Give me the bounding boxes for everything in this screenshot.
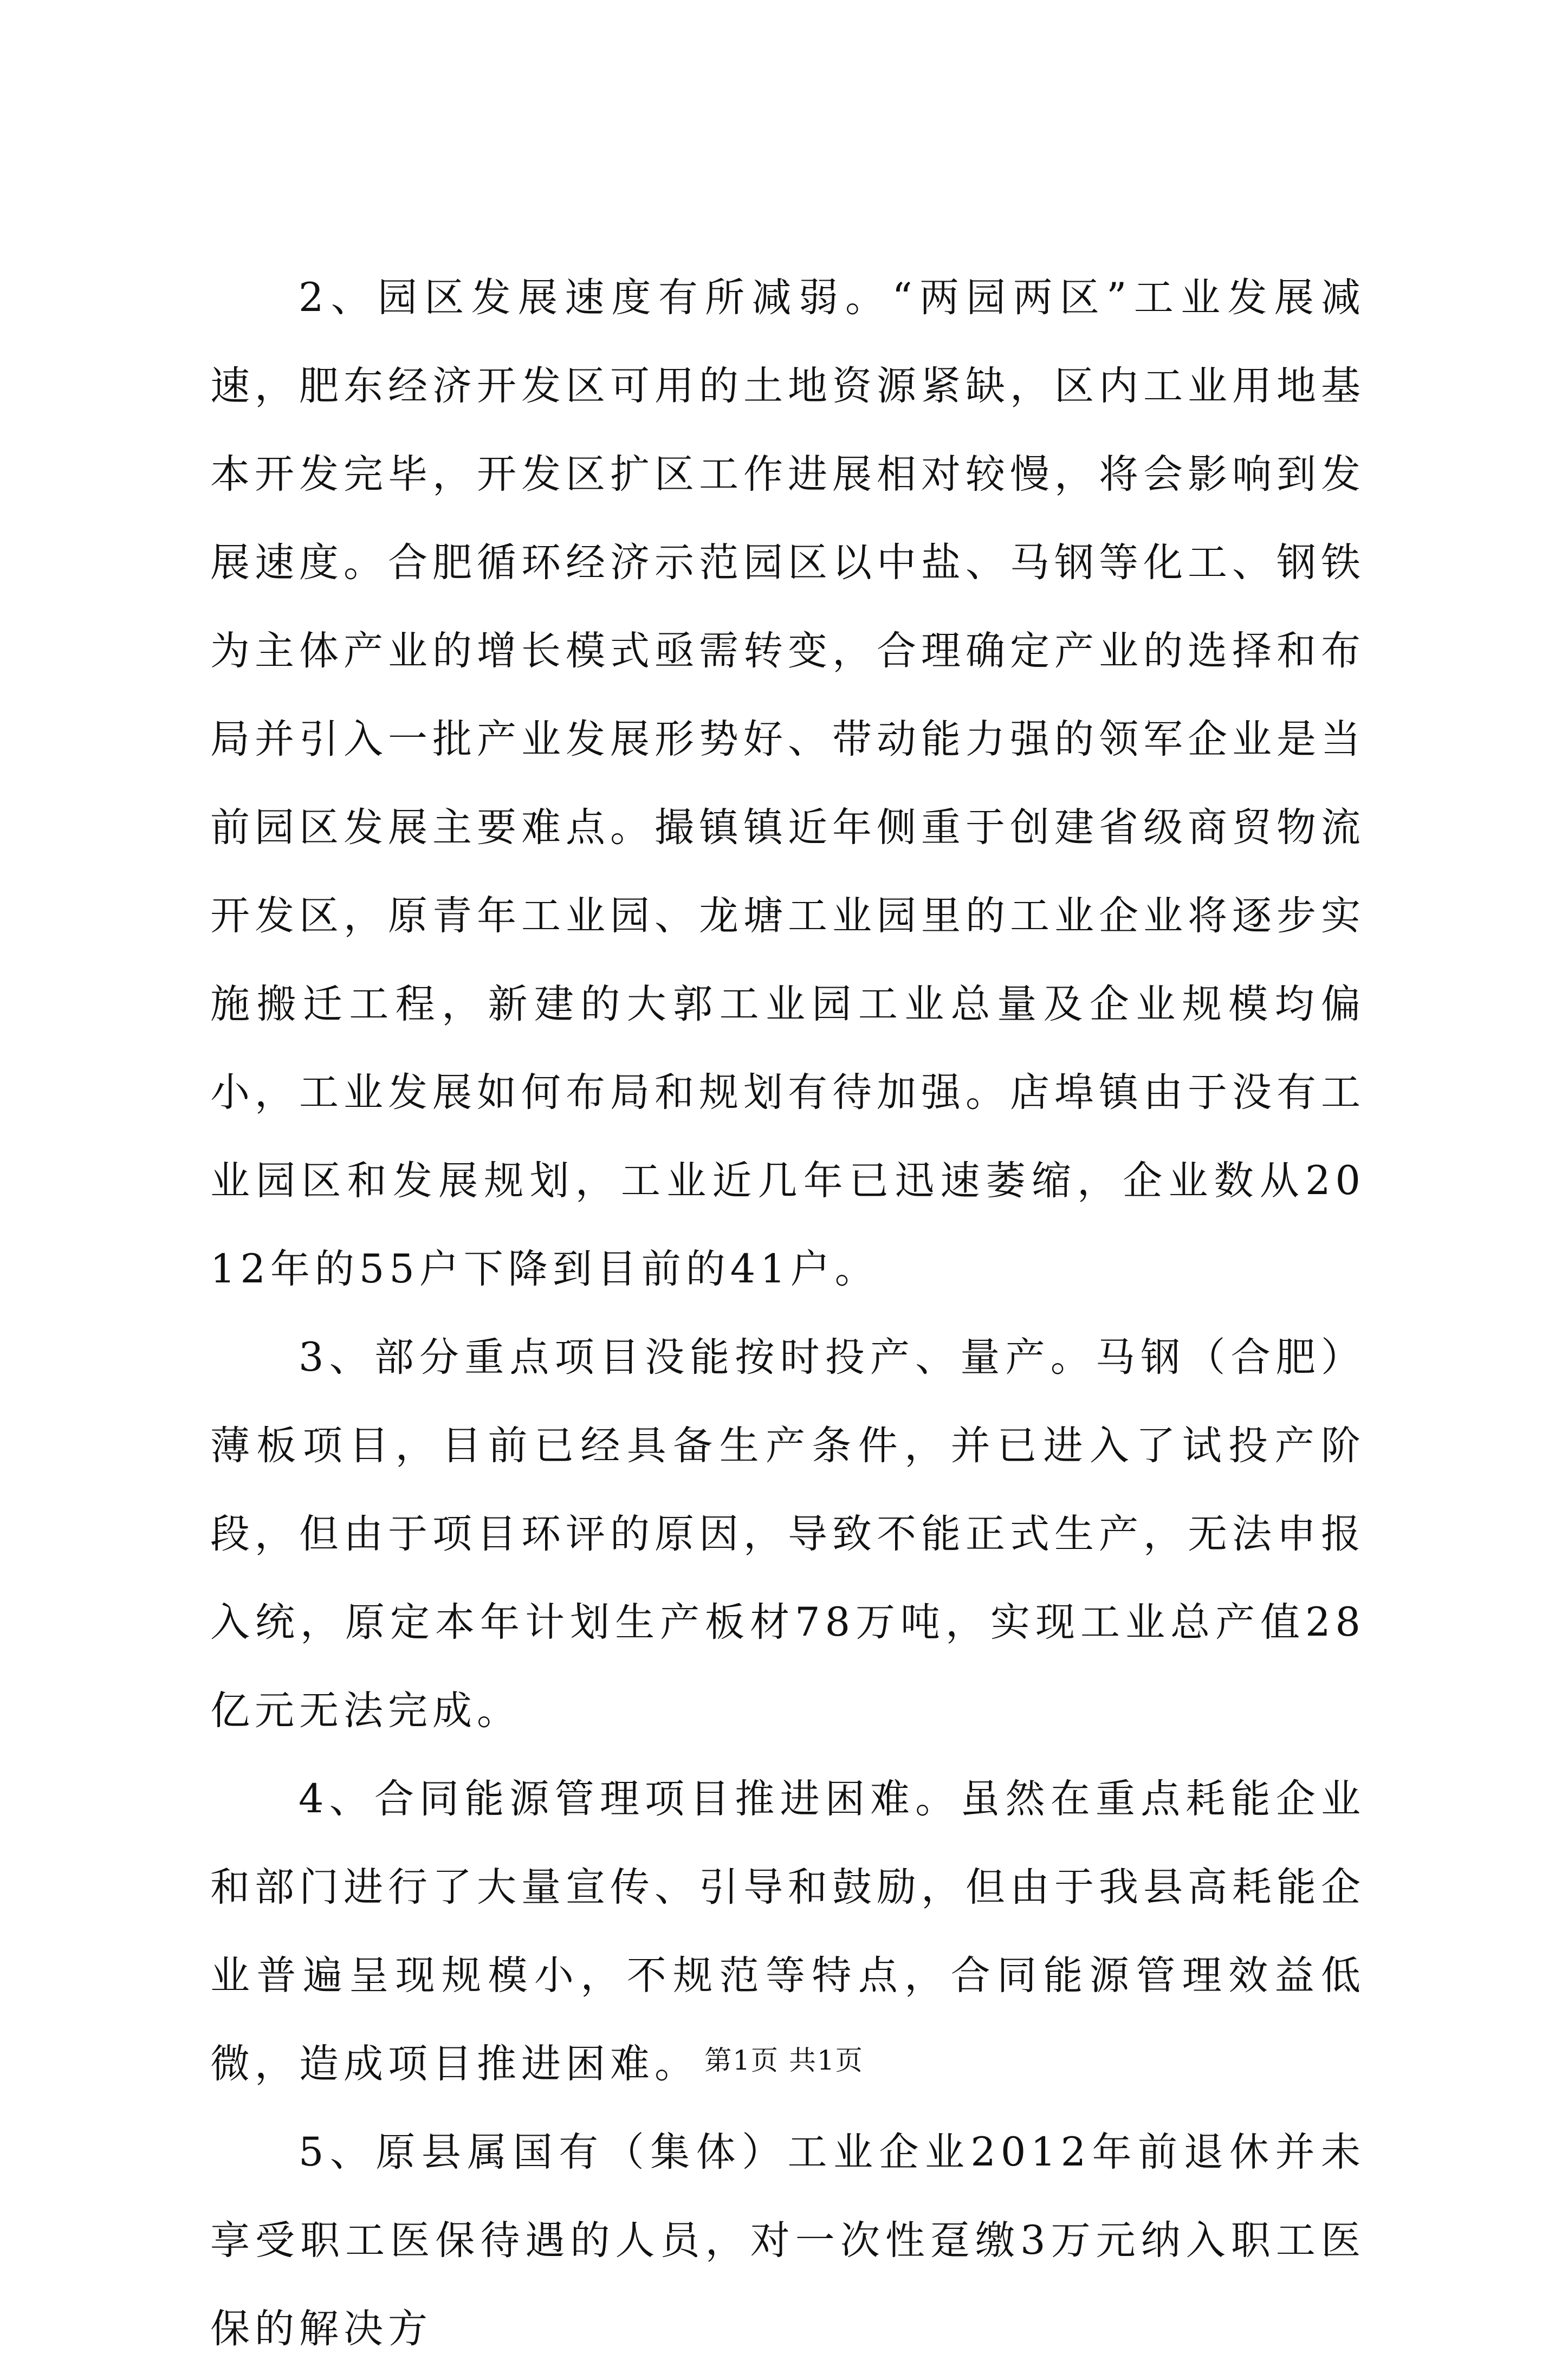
- paragraph-item-5: 5、原县属国有（集体）工业企业2012年前退休并未享受职工医保待遇的人员，对一次性趸缴3万元纳入职工医保的解决方: [210, 2129, 1365, 2352]
- page-number-label: 第1页 共1页: [704, 2045, 864, 2076]
- paragraph-item-3: 3、部分重点项目没能按时投产、量产。马钢（合肥）薄板项目，目前已经具备生产条件，并已进入了试投产阶段，但由于项目环评的原因，导致不能正式生产，无法申报入统，原定本年计划生产板材78万吨，实现工业总产值28亿元无法完成。: [210, 1334, 1365, 1734]
- paragraph-item-4: 4、合同能源管理项目推进困难。虽然在重点耗能企业和部门进行了大量宣传、引导和鼓励，但由于我县高耗能企业普遍呈现规模小，不规范等特点，合同能源管理效益低微，造成项目推进困难。: [210, 1776, 1365, 2087]
- page-footer: [0, 2041, 1568, 2079]
- paragraph-item-2: 2、园区发展速度有所减弱。“两园两区”工业发展减速，肥东经济开发区可用的土地资源紧缺，区内工业用地基本开发完毕，开发区扩区工作进展相对较慢，将会影响到发展速度。合肥循环经济示范园区以中盐、马钢等化工、钢铁为主体产业的增长模式亟需转变，合理确定产业的选择和布局并引入一批产业发展形势好、带动能力强的领军企业是当前园区发展主要难点。撮镇镇近年侧重于创建省级商贸物流开发区，原青年工业园、龙塘工业园里的工业企业将逐步实施搬迁工程，新建的大郭工业园工业总量及企业规模均偏小，工业发展如何布局和规划有待加强。店埠镇由于没有工业园区和发展规划，工业近几年已迅速萎缩，企业数从2012年的55户下降到目前的41户。: [210, 275, 1365, 1292]
